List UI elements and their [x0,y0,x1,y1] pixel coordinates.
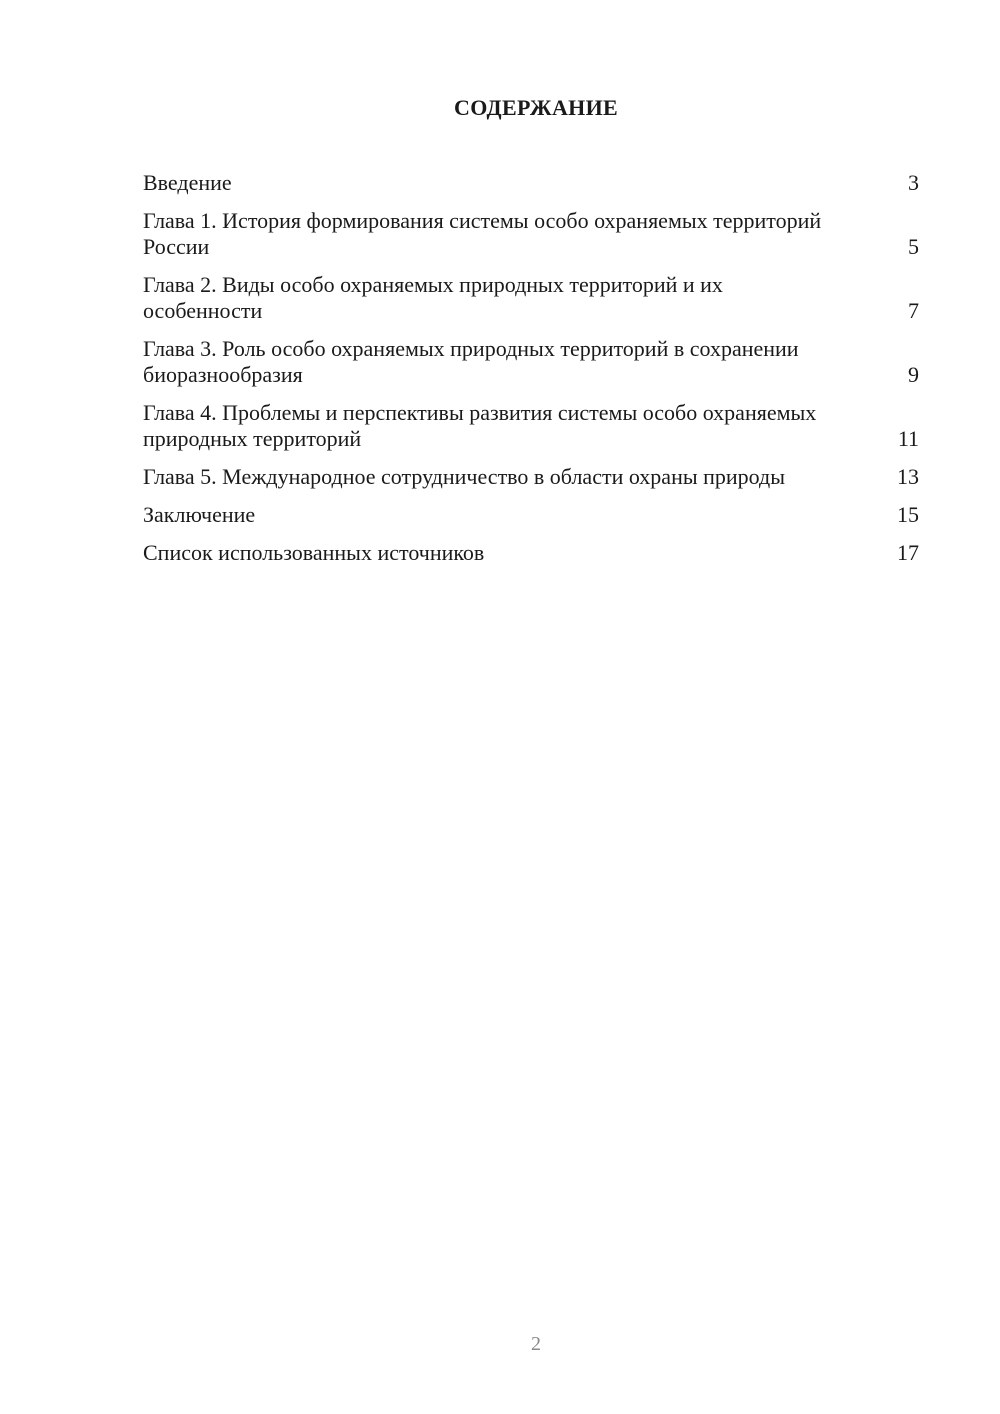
page-number: 2 [531,1333,541,1355]
toc-entry-text: Глава 5. Международное сотрудничество в области охраны природы [143,464,786,489]
toc-page-number: 13 [897,464,919,489]
toc-page-number: 3 [908,170,919,195]
toc-page-number: 17 [897,540,919,565]
toc-entry-chapter-2 [143,272,919,324]
toc-entry-chapter-1 [143,208,919,260]
toc-entry-text: Заключение [143,502,256,527]
page-title: СОДЕРЖАНИЕ [454,95,618,120]
toc-entry-chapter-4 [143,400,919,452]
toc-entry-text: Глава 2. Виды особо охраняемых природных территорий и их особенности [143,272,723,323]
toc-entry-references [143,540,919,566]
toc-page-number: 7 [908,298,919,323]
toc-entry-text: Глава 1. История формирования системы особо охраняемых территорий России [143,208,822,259]
toc-page-number: 9 [908,362,919,387]
toc-entry-text: Список использованных источников [143,540,485,565]
toc-page-number: 11 [897,426,919,451]
toc-entry-chapter-3 [143,336,919,388]
toc-page-number: 5 [908,234,919,259]
toc-entry-text: Глава 3. Роль особо охраняемых природных территорий в сохранении биоразнообразия [143,336,799,387]
toc-page-number: 15 [897,502,919,527]
toc-entry-introduction [143,170,919,196]
toc-entry-text: Глава 4. Проблемы и перспективы развития системы особо охраняемых природных территорий [143,400,817,451]
toc-entry-conclusion [143,502,919,528]
toc-entry-text: Введение [143,170,232,195]
toc-entry-chapter-5 [143,464,919,490]
table-of-contents [143,170,919,578]
